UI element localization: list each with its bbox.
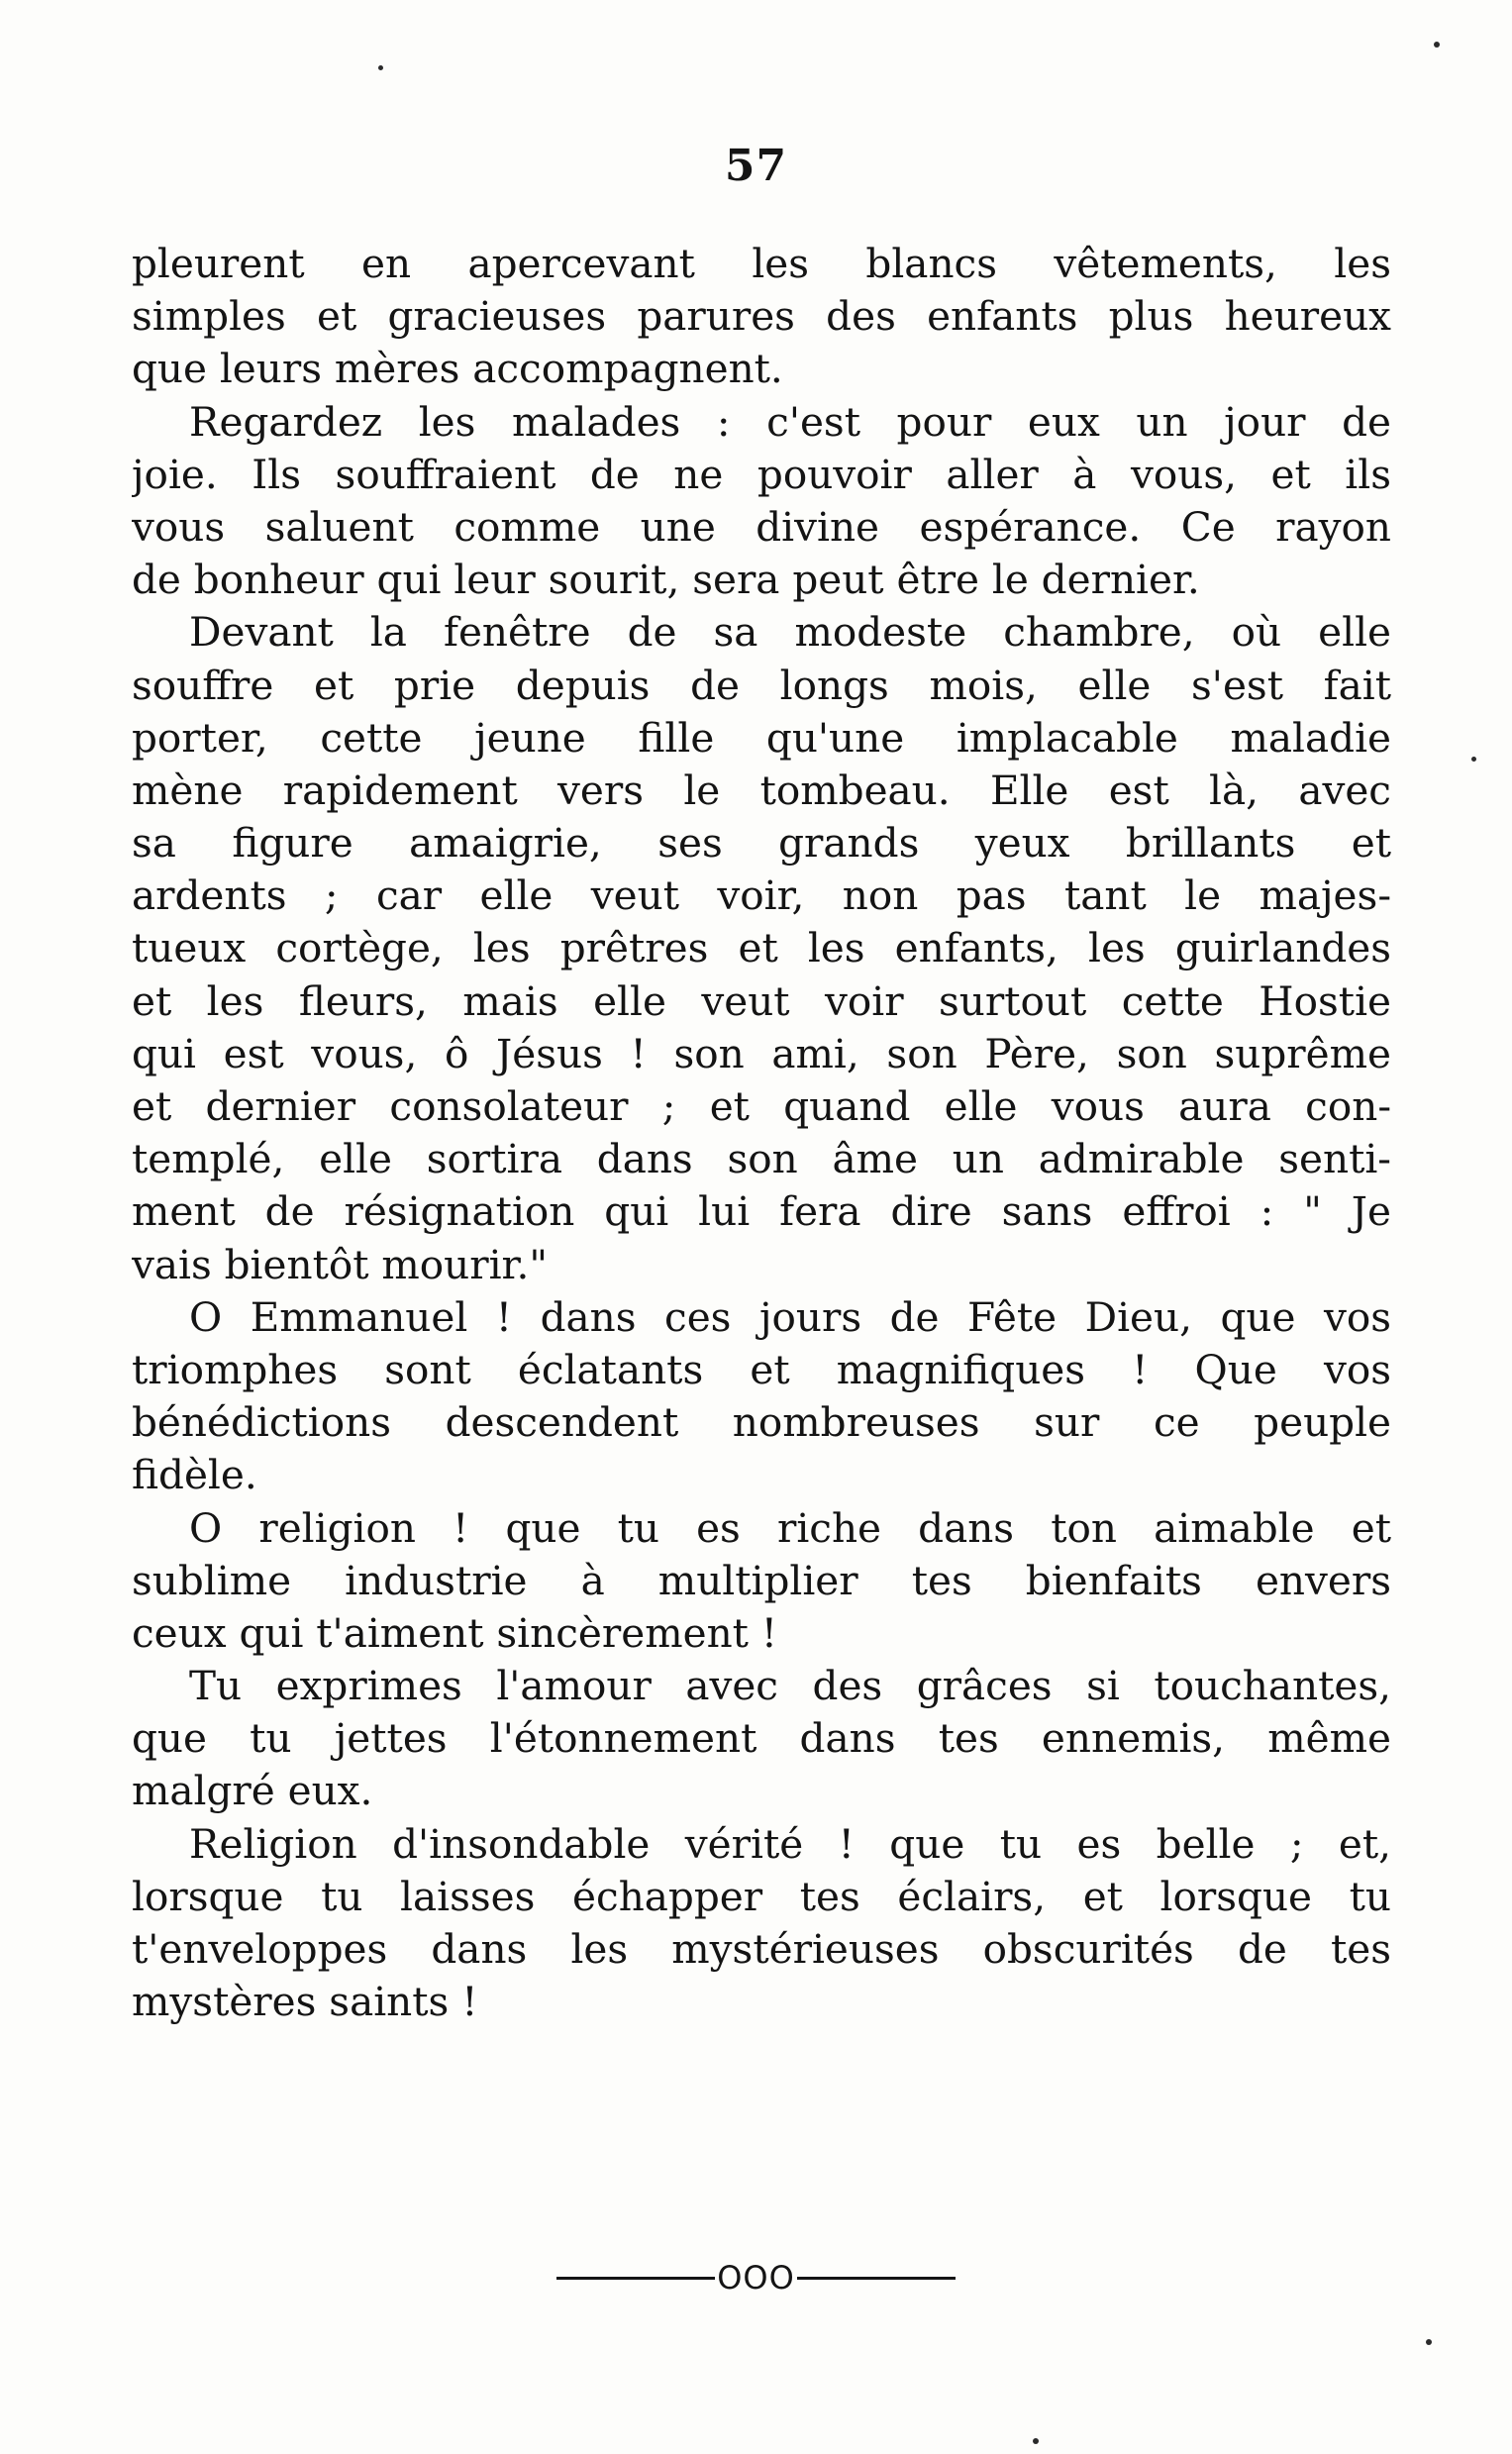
section-separator: [0, 2256, 1512, 2298]
text-line: pleurent en apercevant les blancs vêtements, les: [132, 240, 1391, 287]
text-line: qui est vous, ô Jésus ! son ami, son Père, son suprême: [132, 1029, 1391, 1077]
text-line: fidèle.: [132, 1451, 257, 1499]
text-line: souffre et prie depuis de longs mois, elle s'est fait: [132, 661, 1391, 709]
separator-rule-left: [556, 2277, 715, 2280]
text-line: mène rapidement vers le tombeau. Elle est là, avec: [132, 766, 1391, 814]
text-line: O Emmanuel ! dans ces jours de Fête Dieu, que vos: [189, 1292, 1391, 1341]
text-line: simples et gracieuses parures des enfants plus heureux: [132, 292, 1391, 341]
text-line: tueux cortège, les prêtres et les enfants, les guirlandes: [132, 924, 1391, 972]
text-line: et dernier consolateur ; et quand elle vous aura con-: [132, 1082, 1391, 1130]
body-text: [132, 238, 1391, 2028]
text-line: lorsque tu laisses échapper tes éclairs, et lorsque tu: [132, 1872, 1391, 1920]
text-line: bénédictions descendent nombreuses sur ce peuple: [132, 1398, 1391, 1447]
scan-speck: [378, 65, 383, 70]
text-line: ceux qui t'aiment sincèrement !: [132, 1608, 778, 1657]
text-line: mystères saints !: [132, 1978, 478, 2026]
text-line: triomphes sont éclatants et magnifiques ! Que vos: [132, 1345, 1391, 1393]
text-line: templé, elle sortira dans son âme un admirable senti-: [132, 1135, 1391, 1183]
text-line: t'enveloppes dans les mystérieuses obscurités de tes: [132, 1925, 1391, 1973]
text-line: que leurs mères accompagnent.: [132, 345, 783, 393]
text-line: vous saluent comme une divine espérance. Ce rayon: [132, 502, 1391, 551]
text-line: Religion d'insondable vérité ! que tu es belle ; et,: [189, 1819, 1391, 1868]
text-line: joie. Ils souffraient de ne pouvoir aller à vous, et ils: [132, 450, 1391, 498]
text-line: sa figure amaigrie, ses grands yeux brillants et: [132, 819, 1391, 868]
separator-rule-right: [797, 2277, 956, 2280]
scan-speck: [1471, 757, 1476, 762]
text-line: porter, cette jeune fille qu'une implacable maladie: [132, 713, 1391, 762]
text-line: Regardez les malades : c'est pour eux un jour de: [189, 397, 1391, 446]
text-line: ment de résignation qui lui fera dire sans effroi : " Je: [132, 1187, 1391, 1236]
text-line: Tu exprimes l'amour avec des grâces si touchantes,: [189, 1662, 1391, 1710]
scan-speck: [1434, 42, 1440, 48]
separator-mark: OOO: [717, 2259, 795, 2297]
text-line: vais bientôt mourir.": [132, 1240, 548, 1288]
scan-speck: [1426, 2339, 1432, 2345]
text-line: O religion ! que tu es riche dans ton aimable et: [189, 1503, 1391, 1552]
text-line: Devant la fenêtre de sa modeste chambre, où elle: [189, 608, 1391, 657]
text-line: que tu jettes l'étonnement dans tes ennemis, même: [132, 1714, 1391, 1763]
scan-speck: [1033, 2438, 1039, 2444]
page-number: 57: [724, 141, 788, 191]
text-line: et les fleurs, mais elle veut voir surtout cette Hostie: [132, 976, 1391, 1025]
text-line: malgré eux.: [132, 1767, 373, 1815]
text-line: de bonheur qui leur sourit, sera peut être le dernier.: [132, 556, 1200, 604]
text-line: sublime industrie à multiplier tes bienfaits envers: [132, 1556, 1391, 1604]
text-line: ardents ; car elle veut voir, non pas tant le majes-: [132, 871, 1391, 920]
